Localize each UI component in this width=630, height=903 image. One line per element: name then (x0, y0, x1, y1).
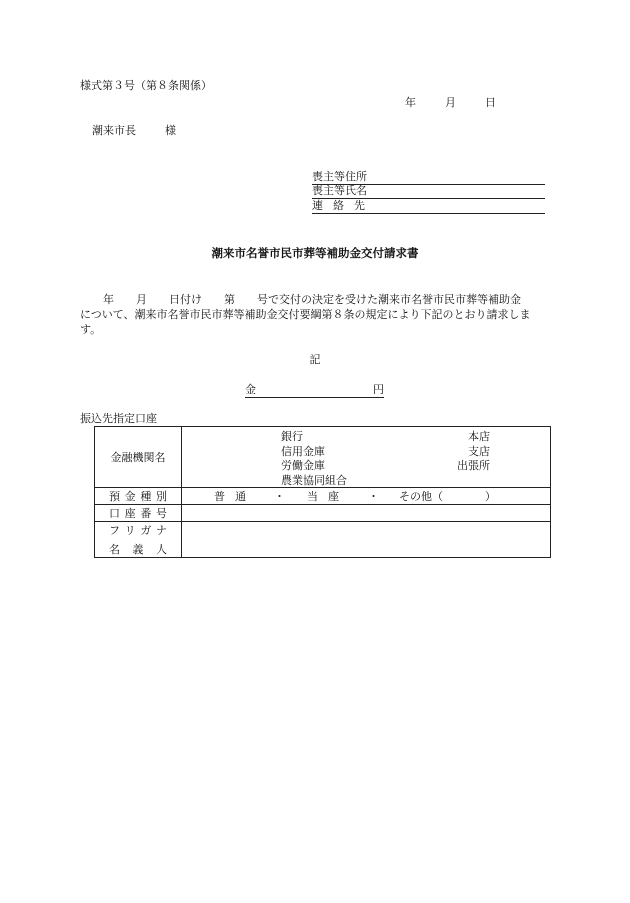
applicant-address-label: 喪主等住所 (312, 170, 367, 183)
applicant-name-line (312, 185, 545, 199)
date-day-label: 日 (485, 96, 496, 109)
form-number: 様式第３号（第８条関係） (80, 79, 212, 92)
document-title: 潮来市名誉市民市葬等補助金交付請求書 (211, 246, 419, 260)
applicant-address-line (312, 171, 545, 185)
deposit-option-current[interactable]: 当 座 (307, 490, 339, 503)
addressee-honorific: 様 (165, 124, 176, 137)
body-line-2: について、潮来市名誉市民市葬等補助金交付要綱第８条の規定により下記のとおり請求しま (80, 308, 531, 321)
deposit-separator-1: ・ (274, 490, 285, 503)
account-number-row (95, 505, 551, 522)
holder-label (95, 522, 182, 558)
ki-label: 記 (309, 353, 321, 366)
applicant-contact-label: 連 絡 先 (312, 199, 365, 212)
institution-label: 金融機関名 (95, 427, 182, 488)
applicant-contact-line (312, 200, 545, 214)
account-heading: 振込先指定口座 (80, 412, 157, 425)
furigana-label: フ リ ガ ナ (109, 524, 167, 537)
deposit-option-other[interactable]: その他（ ） (399, 490, 496, 503)
deposit-options (182, 488, 551, 505)
institution-types: 銀行 信用金庫 労働金庫 農業協同組合 (281, 430, 347, 487)
date-month-label: 月 (445, 96, 456, 109)
addressee-name: 潮来市長 (92, 124, 136, 137)
deposit-row (95, 488, 551, 505)
institution-cell (182, 427, 551, 488)
amount-line (245, 384, 384, 398)
applicant-name-label: 喪主等氏名 (312, 184, 367, 197)
deposit-separator-2: ・ (368, 490, 379, 503)
amount-prefix: 金 (245, 383, 256, 396)
institution-row (95, 427, 551, 488)
addressee (92, 125, 176, 136)
account-number-field[interactable] (182, 505, 551, 522)
deposit-option-ordinary[interactable]: 普 通 (214, 490, 246, 503)
holder-name-label: 名 義 人 (109, 543, 167, 556)
branch-types: 本店 支店 出張所 (457, 430, 490, 472)
body-line-3: す。 (80, 323, 102, 336)
account-table (94, 426, 551, 558)
holder-field[interactable] (182, 522, 551, 558)
body-line-1: 年 月 日付け 第 号で交付の決定を受けた潮来市名誉市民市葬等補助金 (103, 293, 521, 306)
amount-suffix: 円 (373, 383, 384, 396)
date-line (405, 97, 496, 108)
account-number-label: 口 座 番 号 (95, 505, 182, 522)
date-year-label: 年 (405, 96, 416, 109)
holder-row (95, 522, 551, 558)
deposit-label: 預 金 種 別 (95, 488, 182, 505)
